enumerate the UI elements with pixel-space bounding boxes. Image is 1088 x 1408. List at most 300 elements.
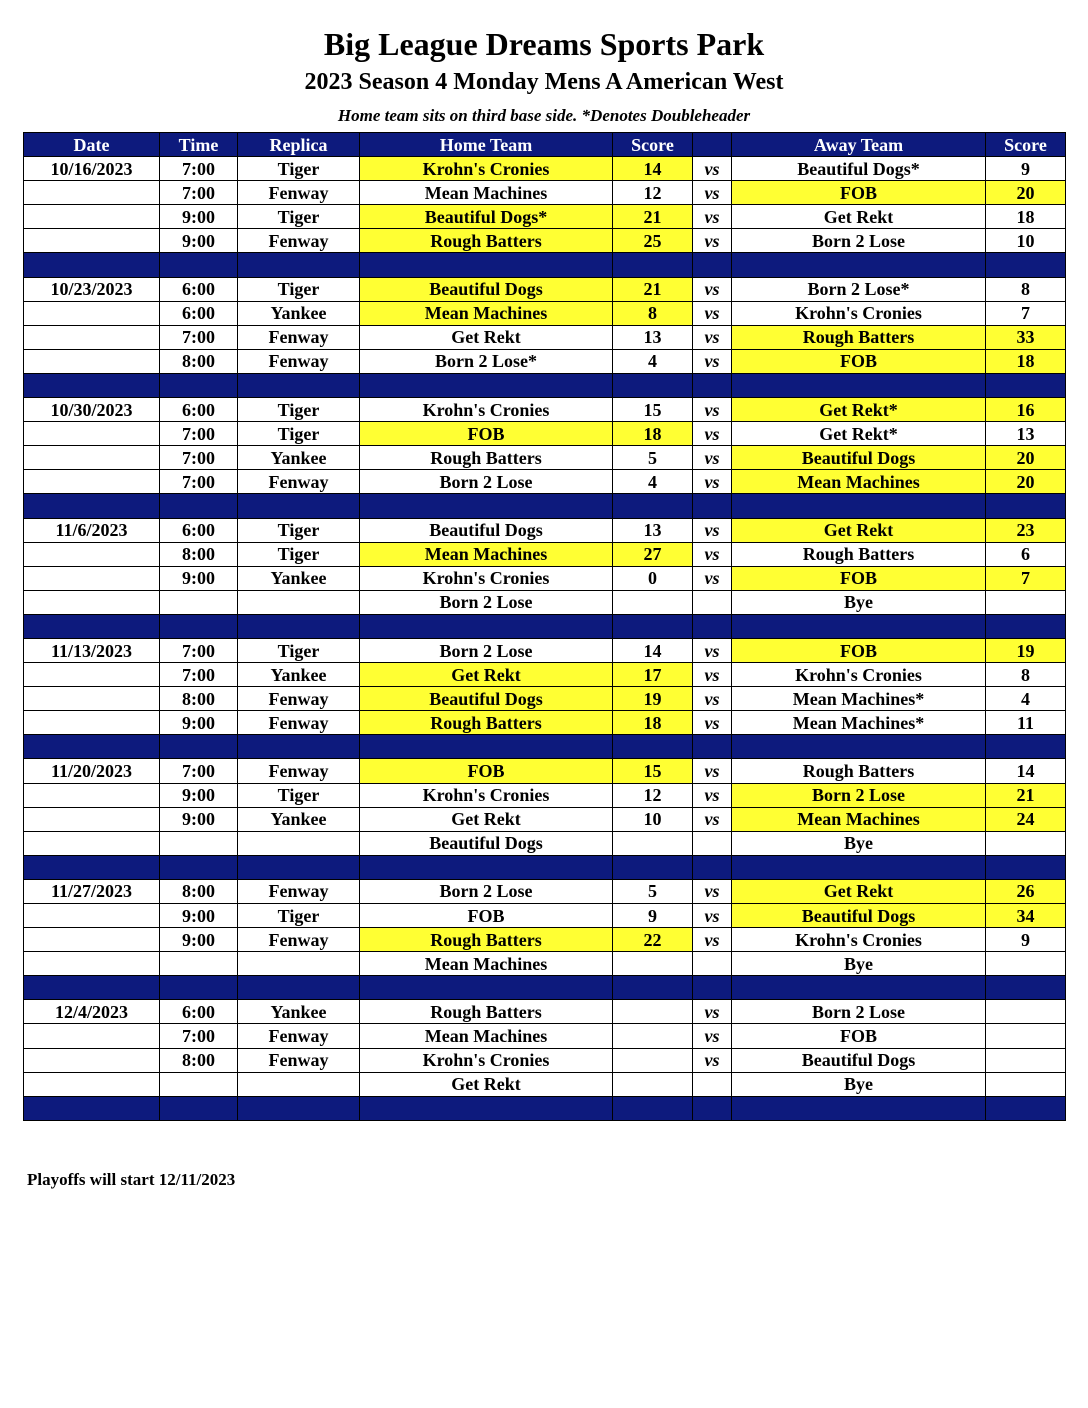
home-team-cell: Mean Machines (360, 301, 613, 325)
separator-cell (360, 614, 613, 638)
vs-cell: vs (693, 542, 732, 566)
separator-cell (693, 855, 732, 879)
home-score-cell: 18 (613, 422, 693, 446)
vs-cell: vs (693, 422, 732, 446)
vs-cell: vs (693, 566, 732, 590)
replica-cell: Yankee (238, 1000, 360, 1024)
separator-cell (238, 494, 360, 518)
week-separator (24, 976, 1066, 1000)
home-score-cell: 9 (613, 904, 693, 928)
game-row (24, 879, 1066, 903)
home-team-cell: Krohn's Cronies (360, 783, 613, 807)
date-cell: 10/30/2023 (24, 398, 160, 422)
time-cell: 6:00 (160, 277, 238, 301)
vs-cell (693, 831, 732, 855)
separator-cell (613, 976, 693, 1000)
separator-cell (160, 1096, 238, 1120)
date-cell (24, 205, 160, 229)
separator-cell (986, 1096, 1066, 1120)
home-team-cell: FOB (360, 759, 613, 783)
separator-cell (360, 253, 613, 277)
separator-cell (613, 494, 693, 518)
time-cell (160, 831, 238, 855)
vs-cell: vs (693, 904, 732, 928)
replica-cell: Yankee (238, 663, 360, 687)
schedule-note: Home team sits on third base side. *Denotes Doubleheader (337, 106, 751, 125)
away-score-cell: 6 (986, 542, 1066, 566)
date-cell (24, 181, 160, 205)
game-row (24, 807, 1066, 831)
time-cell: 9:00 (160, 783, 238, 807)
separator-cell (693, 494, 732, 518)
away-score-cell (986, 831, 1066, 855)
away-score-cell: 9 (986, 157, 1066, 181)
replica-cell (238, 831, 360, 855)
home-team-cell: Mean Machines (360, 1024, 613, 1048)
game-row (24, 904, 1066, 928)
separator-cell (613, 1096, 693, 1120)
separator-cell (24, 373, 160, 397)
separator-cell (24, 1096, 160, 1120)
replica-cell: Yankee (238, 807, 360, 831)
away-team-cell: Bye (732, 1072, 986, 1096)
away-team-cell: Get Rekt (732, 879, 986, 903)
home-team-cell: Mean Machines (360, 952, 613, 976)
home-score-cell: 0 (613, 566, 693, 590)
separator-cell (986, 494, 1066, 518)
col-header-time: Time (160, 133, 238, 157)
replica-cell: Tiger (238, 783, 360, 807)
home-score-cell: 5 (613, 879, 693, 903)
time-cell: 7:00 (160, 663, 238, 687)
away-team-cell: Born 2 Lose* (732, 277, 986, 301)
home-score-cell (613, 952, 693, 976)
away-team-cell: Rough Batters (732, 542, 986, 566)
col-header-replica: Replica (238, 133, 360, 157)
replica-cell: Tiger (238, 277, 360, 301)
replica-cell: Tiger (238, 542, 360, 566)
week-separator (24, 494, 1066, 518)
away-score-cell: 18 (986, 349, 1066, 373)
home-score-cell (613, 1000, 693, 1024)
week-separator (24, 614, 1066, 638)
home-score-cell: 21 (613, 205, 693, 229)
home-score-cell: 8 (613, 301, 693, 325)
away-team-cell: FOB (732, 181, 986, 205)
separator-cell (693, 253, 732, 277)
game-row (24, 205, 1066, 229)
home-score-cell (613, 1048, 693, 1072)
away-score-cell: 4 (986, 687, 1066, 711)
home-score-cell: 15 (613, 759, 693, 783)
away-team-cell: Mean Machines (732, 470, 986, 494)
replica-cell: Fenway (238, 759, 360, 783)
replica-cell: Tiger (238, 518, 360, 542)
date-cell (24, 542, 160, 566)
game-row (24, 229, 1066, 253)
time-cell: 6:00 (160, 398, 238, 422)
date-cell: 12/4/2023 (24, 1000, 160, 1024)
away-team-cell: Beautiful Dogs (732, 904, 986, 928)
separator-cell (24, 976, 160, 1000)
home-team-cell: FOB (360, 422, 613, 446)
time-cell: 6:00 (160, 518, 238, 542)
date-cell (24, 470, 160, 494)
home-score-cell: 12 (613, 783, 693, 807)
away-team-cell: Bye (732, 590, 986, 614)
home-team-cell: Krohn's Cronies (360, 157, 613, 181)
away-score-cell: 16 (986, 398, 1066, 422)
game-row (24, 1024, 1066, 1048)
home-team-cell: Get Rekt (360, 807, 613, 831)
separator-cell (238, 735, 360, 759)
game-row (24, 590, 1066, 614)
game-row (24, 711, 1066, 735)
game-row (24, 1072, 1066, 1096)
away-score-cell (986, 1072, 1066, 1096)
home-team-cell: Beautiful Dogs (360, 518, 613, 542)
away-team-cell: Born 2 Lose (732, 783, 986, 807)
home-score-cell: 13 (613, 518, 693, 542)
away-score-cell: 10 (986, 229, 1066, 253)
vs-cell: vs (693, 277, 732, 301)
away-team-cell: Born 2 Lose (732, 229, 986, 253)
away-team-cell: Krohn's Cronies (732, 663, 986, 687)
away-score-cell: 9 (986, 928, 1066, 952)
away-score-cell: 7 (986, 566, 1066, 590)
date-cell: 10/23/2023 (24, 277, 160, 301)
away-score-cell: 19 (986, 638, 1066, 662)
game-row (24, 542, 1066, 566)
date-cell (24, 229, 160, 253)
date-cell (24, 807, 160, 831)
week-separator (24, 855, 1066, 879)
replica-cell: Fenway (238, 229, 360, 253)
separator-cell (693, 1096, 732, 1120)
time-cell: 8:00 (160, 349, 238, 373)
game-row (24, 638, 1066, 662)
game-row (24, 687, 1066, 711)
time-cell: 7:00 (160, 638, 238, 662)
away-score-cell: 20 (986, 181, 1066, 205)
vs-cell: vs (693, 928, 732, 952)
separator-cell (24, 614, 160, 638)
home-score-cell: 13 (613, 325, 693, 349)
separator-cell (24, 494, 160, 518)
time-cell: 7:00 (160, 1024, 238, 1048)
vs-cell: vs (693, 1000, 732, 1024)
date-cell: 11/13/2023 (24, 638, 160, 662)
away-score-cell (986, 1048, 1066, 1072)
away-team-cell: Rough Batters (732, 325, 986, 349)
date-cell (24, 1072, 160, 1096)
time-cell (160, 590, 238, 614)
separator-cell (986, 253, 1066, 277)
time-cell: 9:00 (160, 711, 238, 735)
vs-cell: vs (693, 759, 732, 783)
separator-cell (732, 735, 986, 759)
vs-cell: vs (693, 229, 732, 253)
date-cell (24, 687, 160, 711)
schedule-table (23, 132, 1066, 1121)
time-cell: 9:00 (160, 904, 238, 928)
replica-cell: Fenway (238, 325, 360, 349)
away-score-cell: 8 (986, 277, 1066, 301)
separator-cell (160, 976, 238, 1000)
game-row (24, 1048, 1066, 1072)
replica-cell: Yankee (238, 566, 360, 590)
home-team-cell: Rough Batters (360, 928, 613, 952)
time-cell: 7:00 (160, 759, 238, 783)
replica-cell: Fenway (238, 928, 360, 952)
date-cell (24, 1024, 160, 1048)
home-score-cell: 4 (613, 349, 693, 373)
date-cell: 10/16/2023 (24, 157, 160, 181)
vs-cell: vs (693, 663, 732, 687)
game-row (24, 759, 1066, 783)
game-row (24, 783, 1066, 807)
separator-cell (360, 976, 613, 1000)
game-row (24, 566, 1066, 590)
date-cell (24, 325, 160, 349)
away-team-cell: Get Rekt (732, 518, 986, 542)
vs-cell: vs (693, 157, 732, 181)
home-score-cell: 14 (613, 638, 693, 662)
date-cell (24, 711, 160, 735)
home-team-cell: Rough Batters (360, 446, 613, 470)
date-cell (24, 1048, 160, 1072)
game-row (24, 398, 1066, 422)
game-row (24, 325, 1066, 349)
separator-cell (986, 855, 1066, 879)
replica-cell: Yankee (238, 446, 360, 470)
date-cell (24, 566, 160, 590)
home-team-cell: Beautiful Dogs (360, 277, 613, 301)
home-team-cell: Beautiful Dogs (360, 831, 613, 855)
separator-cell (360, 494, 613, 518)
away-score-cell: 20 (986, 446, 1066, 470)
week-separator (24, 735, 1066, 759)
home-score-cell: 27 (613, 542, 693, 566)
separator-cell (360, 855, 613, 879)
vs-cell: vs (693, 783, 732, 807)
home-score-cell: 21 (613, 277, 693, 301)
away-team-cell: Beautiful Dogs (732, 1048, 986, 1072)
away-score-cell (986, 952, 1066, 976)
date-cell (24, 783, 160, 807)
time-cell: 7:00 (160, 325, 238, 349)
vs-cell: vs (693, 301, 732, 325)
away-team-cell: Beautiful Dogs* (732, 157, 986, 181)
vs-cell: vs (693, 879, 732, 903)
game-row (24, 157, 1066, 181)
home-score-cell: 18 (613, 711, 693, 735)
time-cell: 9:00 (160, 229, 238, 253)
vs-cell (693, 952, 732, 976)
away-score-cell: 26 (986, 879, 1066, 903)
separator-cell (160, 494, 238, 518)
vs-cell: vs (693, 349, 732, 373)
separator-cell (613, 373, 693, 397)
home-team-cell: Born 2 Lose (360, 638, 613, 662)
home-team-cell: Get Rekt (360, 1072, 613, 1096)
week-separator (24, 373, 1066, 397)
replica-cell: Tiger (238, 398, 360, 422)
time-cell: 6:00 (160, 301, 238, 325)
home-score-cell (613, 831, 693, 855)
time-cell (160, 952, 238, 976)
replica-cell: Tiger (238, 157, 360, 181)
home-score-cell (613, 1072, 693, 1096)
time-cell: 8:00 (160, 687, 238, 711)
separator-cell (693, 614, 732, 638)
separator-cell (732, 976, 986, 1000)
vs-cell: vs (693, 446, 732, 470)
separator-cell (986, 735, 1066, 759)
time-cell: 7:00 (160, 470, 238, 494)
home-team-cell: Get Rekt (360, 663, 613, 687)
away-team-cell: Mean Machines* (732, 687, 986, 711)
separator-cell (613, 855, 693, 879)
home-score-cell: 15 (613, 398, 693, 422)
away-score-cell (986, 1000, 1066, 1024)
vs-cell: vs (693, 518, 732, 542)
separator-cell (160, 614, 238, 638)
away-team-cell: Rough Batters (732, 759, 986, 783)
home-team-cell: Born 2 Lose* (360, 349, 613, 373)
away-score-cell (986, 590, 1066, 614)
page-subtitle: 2023 Season 4 Monday Mens A American West (304, 69, 784, 95)
col-header-away-team: Away Team (732, 133, 986, 157)
home-score-cell: 22 (613, 928, 693, 952)
time-cell: 6:00 (160, 1000, 238, 1024)
home-score-cell: 17 (613, 663, 693, 687)
separator-cell (24, 855, 160, 879)
separator-cell (160, 253, 238, 277)
game-row (24, 518, 1066, 542)
vs-cell: vs (693, 398, 732, 422)
home-score-cell: 12 (613, 181, 693, 205)
replica-cell: Tiger (238, 904, 360, 928)
home-score-cell: 10 (613, 807, 693, 831)
replica-cell: Yankee (238, 301, 360, 325)
time-cell: 7:00 (160, 422, 238, 446)
home-team-cell: Rough Batters (360, 1000, 613, 1024)
time-cell: 8:00 (160, 542, 238, 566)
vs-cell: vs (693, 687, 732, 711)
away-team-cell: Get Rekt* (732, 398, 986, 422)
date-cell (24, 663, 160, 687)
vs-cell: vs (693, 638, 732, 662)
separator-cell (732, 1096, 986, 1120)
away-score-cell: 33 (986, 325, 1066, 349)
separator-cell (160, 855, 238, 879)
date-cell (24, 928, 160, 952)
away-team-cell: FOB (732, 638, 986, 662)
home-team-cell: Krohn's Cronies (360, 398, 613, 422)
page-title: Big League Dreams Sports Park (323, 26, 765, 62)
home-team-cell: Born 2 Lose (360, 590, 613, 614)
away-score-cell: 23 (986, 518, 1066, 542)
replica-cell: Fenway (238, 181, 360, 205)
time-cell: 9:00 (160, 807, 238, 831)
separator-cell (693, 373, 732, 397)
away-score-cell: 13 (986, 422, 1066, 446)
separator-cell (732, 494, 986, 518)
home-team-cell: Beautiful Dogs (360, 687, 613, 711)
home-team-cell: Mean Machines (360, 181, 613, 205)
game-row (24, 422, 1066, 446)
separator-cell (238, 614, 360, 638)
separator-cell (24, 253, 160, 277)
home-team-cell: Krohn's Cronies (360, 566, 613, 590)
time-cell: 9:00 (160, 928, 238, 952)
home-team-cell: Beautiful Dogs* (360, 205, 613, 229)
away-score-cell: 24 (986, 807, 1066, 831)
separator-cell (238, 855, 360, 879)
separator-cell (986, 976, 1066, 1000)
away-team-cell: Born 2 Lose (732, 1000, 986, 1024)
game-row (24, 470, 1066, 494)
game-row (24, 663, 1066, 687)
replica-cell: Fenway (238, 349, 360, 373)
home-team-cell: Krohn's Cronies (360, 1048, 613, 1072)
separator-cell (613, 253, 693, 277)
date-cell: 11/20/2023 (24, 759, 160, 783)
week-separator (24, 1096, 1066, 1120)
separator-cell (693, 976, 732, 1000)
away-team-cell: Get Rekt* (732, 422, 986, 446)
away-score-cell: 20 (986, 470, 1066, 494)
game-row (24, 349, 1066, 373)
home-team-cell: FOB (360, 904, 613, 928)
away-team-cell: FOB (732, 349, 986, 373)
date-cell (24, 446, 160, 470)
away-score-cell: 21 (986, 783, 1066, 807)
date-cell (24, 301, 160, 325)
vs-cell (693, 590, 732, 614)
game-row (24, 301, 1066, 325)
header-row (24, 133, 1066, 157)
vs-cell (693, 1072, 732, 1096)
away-score-cell: 8 (986, 663, 1066, 687)
time-cell: 7:00 (160, 181, 238, 205)
home-team-cell: Get Rekt (360, 325, 613, 349)
date-cell (24, 349, 160, 373)
vs-cell: vs (693, 1024, 732, 1048)
away-team-cell: Beautiful Dogs (732, 446, 986, 470)
home-team-cell: Born 2 Lose (360, 470, 613, 494)
away-team-cell: Krohn's Cronies (732, 928, 986, 952)
replica-cell: Fenway (238, 711, 360, 735)
replica-cell: Fenway (238, 687, 360, 711)
separator-cell (732, 373, 986, 397)
time-cell: 9:00 (160, 205, 238, 229)
separator-cell (693, 735, 732, 759)
home-score-cell: 4 (613, 470, 693, 494)
replica-cell (238, 590, 360, 614)
separator-cell (160, 735, 238, 759)
separator-cell (986, 614, 1066, 638)
time-cell: 9:00 (160, 566, 238, 590)
date-cell (24, 590, 160, 614)
separator-cell (360, 1096, 613, 1120)
separator-cell (238, 1096, 360, 1120)
game-row (24, 928, 1066, 952)
vs-cell: vs (693, 325, 732, 349)
separator-cell (732, 855, 986, 879)
separator-cell (986, 373, 1066, 397)
